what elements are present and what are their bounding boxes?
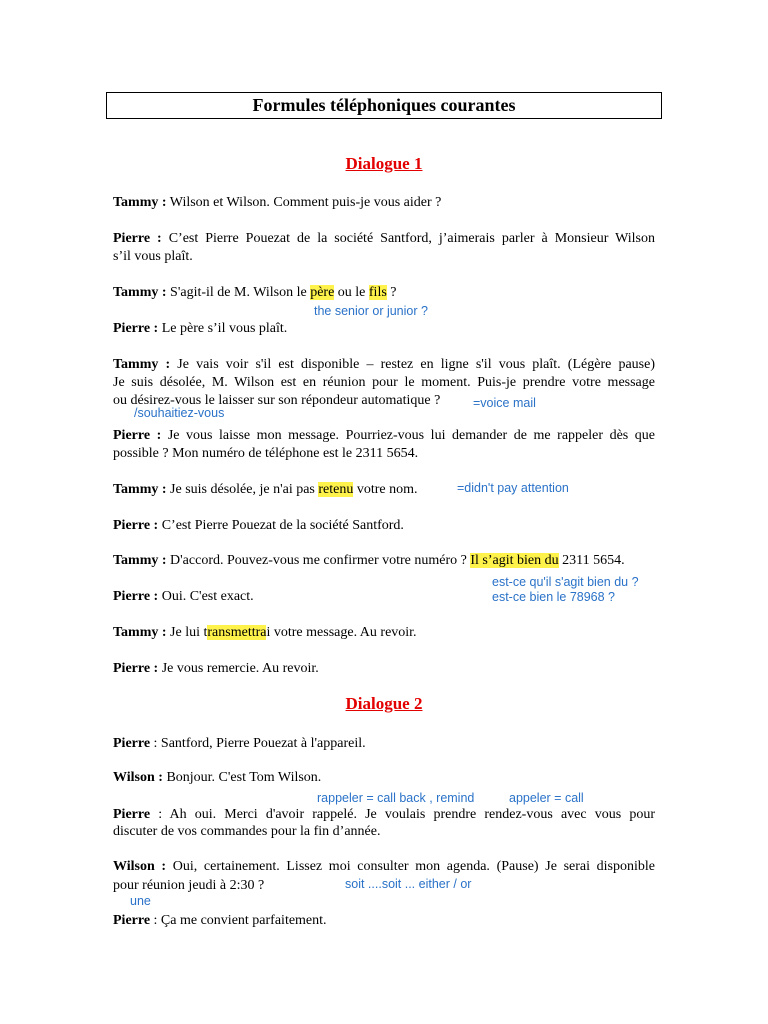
speaker-label: Pierre : (113, 321, 159, 336)
line-text: C’est Pierre Pouezat de la société Santford. (158, 518, 404, 533)
dialogue-line (113, 769, 321, 787)
speaker-label: Pierre : (113, 589, 159, 604)
speaker-label: Pierre (113, 807, 151, 822)
dialogue-line (113, 230, 655, 248)
dialogue-line (113, 356, 655, 374)
line-continuation: pour réunion jeudi à 2:30 ? (113, 878, 265, 893)
speaker-label: Tammy : (113, 195, 167, 210)
speaker-label: Pierre (113, 736, 151, 751)
highlighted-word: fils (368, 285, 387, 300)
line-text: Oui. C'est exact. (158, 589, 254, 604)
line-text: S'agit-il de M. Wilson le (166, 285, 311, 300)
dialogue-line (113, 735, 366, 753)
dialogue-line (113, 284, 397, 302)
dialogue-line (113, 481, 418, 499)
line-text: Le père s’il vous plaît. (158, 321, 288, 336)
line-text: ? (386, 285, 397, 300)
speaker-label: Tammy : (113, 553, 167, 568)
speaker-label: Tammy : (113, 482, 167, 497)
dialogue-line (113, 427, 655, 445)
speaker-label: Tammy : (113, 285, 167, 300)
speaker-label: Pierre : (113, 231, 162, 246)
speaker-label: Tammy : (113, 625, 167, 640)
handwritten-note: /souhaitiez-vous (134, 406, 225, 420)
line-text: Bonjour. C'est Tom Wilson. (162, 770, 322, 785)
line-continuation: possible ? Mon numéro de téléphone est le 2311 5654. (113, 446, 419, 461)
line-continuation: ou désirez-vous le laisser sur son répondeur automatique ? (113, 393, 441, 408)
speaker-label: Pierre (113, 913, 151, 928)
line-text: ou le (334, 285, 369, 300)
handwritten-note: soit ....soit ... either / or (345, 877, 472, 891)
dialogue-1-heading: Dialogue 1 (345, 154, 423, 173)
handwritten-note: rappeler = call back , remind (317, 791, 475, 805)
line-text: Je lui t (166, 625, 208, 640)
line-text: Je vous remercie. Au revoir. (158, 661, 319, 676)
highlighted-word: père (310, 285, 335, 300)
highlighted-word: ransmettra (207, 625, 267, 640)
handwritten-note: the senior or junior ? (314, 304, 428, 318)
handwritten-note: est-ce qu'il s'agit bien du ? (492, 575, 639, 589)
dialogue-line (113, 552, 625, 570)
line-text: Wilson et Wilson. Comment puis-je vous aider ? (166, 195, 442, 210)
line-text: : Santford, Pierre Pouezat à l'appareil. (150, 736, 366, 751)
dialogue-line (113, 320, 287, 338)
speaker-label: Pierre : (113, 428, 162, 443)
line-text: : Ah oui. Merci d'avoir rappelé. Je voulais prendre rendez-vous avec vous pour (150, 807, 655, 822)
speaker-label: Tammy : (113, 357, 171, 372)
line-text: D'accord. Pouvez-vous me confirmer votre numéro ? (166, 553, 471, 568)
speaker-label: Wilson : (113, 859, 167, 874)
dialogue-line (113, 517, 404, 535)
handwritten-note: appeler = call (509, 791, 584, 805)
line-continuation: discuter de vos commandes pour la fin d’année. (113, 824, 381, 839)
dialogue-line (113, 660, 319, 678)
dialogue-line (113, 912, 327, 930)
line-text: Je suis désolée, je n'ai pas (166, 482, 319, 497)
dialogue-line (113, 858, 655, 876)
handwritten-note: est-ce bien le 78968 ? (492, 590, 616, 604)
line-text: Oui, certainement. Lissez moi consulter mon agenda. (Pause) Je serai disponible (166, 859, 655, 874)
handwritten-note: =voice mail (473, 396, 536, 410)
highlighted-word: retenu (318, 482, 354, 497)
speaker-label: Wilson : (113, 770, 163, 785)
line-text: votre nom. (353, 482, 418, 497)
handwritten-note: =didn't pay attention (457, 481, 569, 495)
speaker-label: Pierre : (113, 661, 159, 676)
highlighted-word: Il s’agit bien du (470, 553, 559, 568)
dialogue-line (113, 806, 655, 824)
line-text: Je vais voir s'il est disponible – restez en ligne s'il vous plaît. (Légère pause) (170, 357, 655, 372)
dialogue-line (113, 194, 441, 212)
line-text: i votre message. Au revoir. (266, 625, 417, 640)
dialogue-2-heading: Dialogue 2 (345, 694, 423, 713)
line-text: 2311 5654. (558, 553, 625, 568)
speaker-label: Pierre : (113, 518, 159, 533)
line-text: : Ça me convient parfaitement. (150, 913, 327, 928)
line-text: C’est Pierre Pouezat de la société Santford, j’aimerais parler à Monsieur Wilson (161, 231, 655, 246)
page-title: Formules téléphoniques courantes (106, 92, 662, 119)
handwritten-note: une (130, 894, 151, 908)
line-text: Je vous laisse mon message. Pourriez-vous lui demander de me rappeler dès que (161, 428, 655, 443)
line-continuation: s’il vous plaît. (113, 249, 193, 264)
dialogue-line (113, 624, 417, 642)
line-continuation: Je suis désolée, M. Wilson est en réunion pour le moment. Puis-je prendre votre message (113, 375, 655, 390)
dialogue-line (113, 588, 254, 606)
